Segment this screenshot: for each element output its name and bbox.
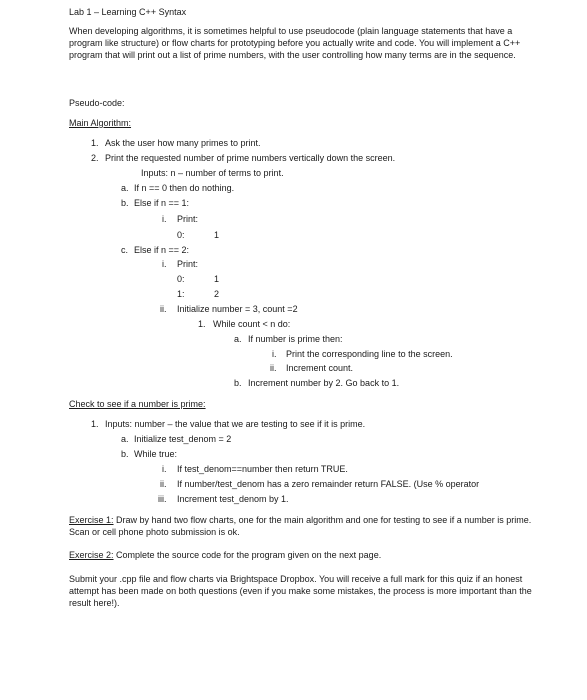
step-c-text: Else if n == 2: <box>134 245 190 255</box>
prime-ii-text: If number/test_denom has a zero remainder return FALSE. (Use % operator <box>177 479 480 489</box>
prime-iii-marker: iii. <box>158 494 167 504</box>
main-algorithm-heading: Main Algorithm: <box>69 118 132 128</box>
step-c-i-marker: i. <box>162 259 167 269</box>
prime-b-text: While true: <box>134 449 178 459</box>
step-b-i-marker: i. <box>162 214 167 224</box>
exercise-2-paragraph <box>69 549 547 561</box>
output-row-key: 0: <box>177 274 185 284</box>
main-step-1-text: Ask the user how many primes to print. <box>105 138 261 148</box>
prime-b-marker: b. <box>121 449 129 459</box>
while-a-i-marker: i. <box>272 349 277 359</box>
exercise-1-label: Exercise 1: <box>69 515 114 525</box>
exercise-2-text: Complete the source code for the program given on the next page. <box>113 550 382 560</box>
output-row-value: 1 <box>214 274 220 284</box>
while-a-text: If number is prime then: <box>248 334 343 344</box>
prime-step-1-text: Inputs: number – the value that we are testing to see if it is prime. <box>105 419 366 429</box>
output-row-value: 1 <box>214 230 220 240</box>
exercise-1-paragraph <box>69 514 547 538</box>
main-step-2-marker: 2. <box>91 153 99 163</box>
while-a-i-text: Print the corresponding line to the screen. <box>286 349 453 359</box>
while-b-text: Increment number by 2. Go back to 1. <box>248 378 400 388</box>
prime-i-marker: i. <box>162 464 167 474</box>
while-b-marker: b. <box>234 378 242 388</box>
while-a-marker: a. <box>234 334 242 344</box>
document-title: Lab 1 – Learning C++ Syntax <box>69 7 187 17</box>
output-row-value: 2 <box>214 289 220 299</box>
while-a-ii-text: Increment count. <box>286 363 354 373</box>
step-b-text: Else if n == 1: <box>134 198 190 208</box>
step-c-i-text: Print: <box>177 259 199 269</box>
step-a-text: If n == 0 then do nothing. <box>134 183 235 193</box>
main-step-1-marker: 1. <box>91 138 99 148</box>
while-a-ii-marker: ii. <box>270 363 277 373</box>
step-b-i-text: Print: <box>177 214 199 224</box>
intro-paragraph: When developing algorithms, it is sometimes helpful to use pseudocode (plain language statements that have a program like structure) or flow charts for prototyping before you actually write and code. You will implement a C++ program that will print out a list of prime numbers, with the user controlling how many terms are in the sequence. <box>69 26 521 60</box>
exercise-2-label: Exercise 2: <box>69 550 114 560</box>
prime-iii-text: Increment test_denom by 1. <box>177 494 289 504</box>
step-c-marker: c. <box>121 245 129 255</box>
main-inputs-line: Inputs: n – number of terms to print. <box>141 168 284 178</box>
exercise-1-text: Draw by hand two flow charts, one for the main algorithm and one for testing to see if a number is prime. Scan or cell phone photo submission is ok. <box>69 515 532 537</box>
prime-step-1-marker: 1. <box>91 419 99 429</box>
step-c-ii-text: Initialize number = 3, count =2 <box>177 304 298 314</box>
step-b-marker: b. <box>121 198 129 208</box>
while-marker: 1. <box>198 319 206 329</box>
prime-check-heading: Check to see if a number is prime: <box>69 399 206 409</box>
prime-a-marker: a. <box>121 434 129 444</box>
prime-a-text: Initialize test_denom = 2 <box>134 434 232 444</box>
output-row-key: 0: <box>177 230 185 240</box>
output-row-key: 1: <box>177 289 185 299</box>
submission-paragraph: Submit your .cpp file and flow charts via Brightspace Dropbox. You will receive a full mark for this quiz if an honest attempt has been made on both questions (even if you make some mistakes, the process is more important than the result here!). <box>69 574 532 608</box>
prime-i-text: If test_denom==number then return TRUE. <box>177 464 348 474</box>
while-text: While count < n do: <box>213 319 291 329</box>
step-a-marker: a. <box>121 183 129 193</box>
prime-ii-marker: ii. <box>160 479 167 489</box>
pseudo-code-label: Pseudo-code: <box>69 98 125 108</box>
step-c-ii-marker: ii. <box>160 304 167 314</box>
main-step-2-text: Print the requested number of prime numbers vertically down the screen. <box>105 153 396 163</box>
